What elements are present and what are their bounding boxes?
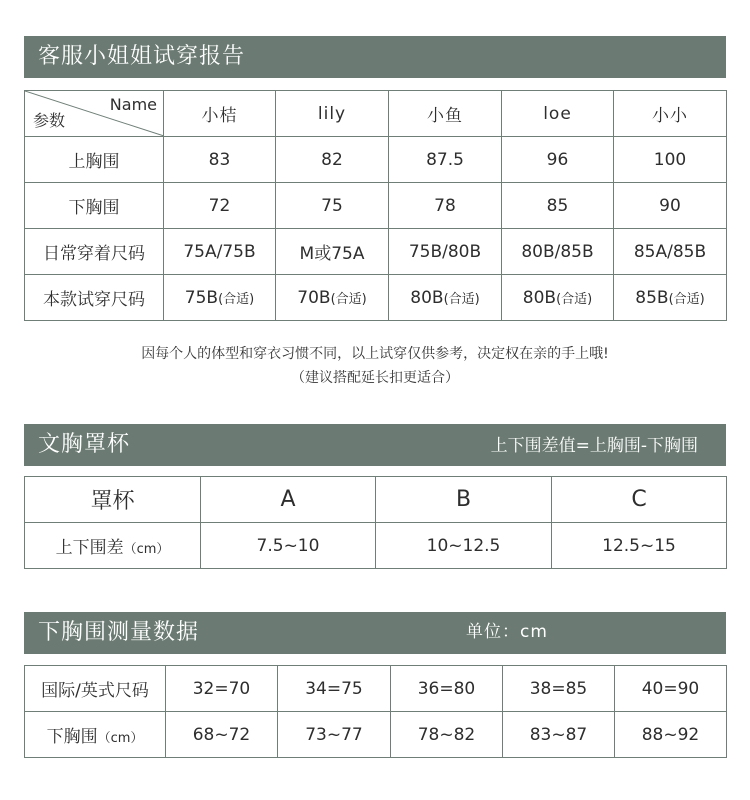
size-row	[25, 666, 727, 712]
size-cell: 40=90	[615, 666, 727, 712]
range-cell: 78~82	[391, 712, 503, 758]
range-cell: 68~72	[166, 712, 278, 758]
table-cell	[276, 275, 389, 321]
underbust-table	[24, 665, 727, 758]
cup-diff-row	[25, 523, 727, 569]
cup-cell: A	[201, 477, 376, 523]
underbust-header-bar	[24, 612, 726, 654]
report-title: 客服小姐姐试穿报告	[38, 44, 246, 69]
cup-title: 文胸罩杯	[38, 432, 131, 457]
range-cell: 88~92	[615, 712, 727, 758]
name-cell: lily	[276, 91, 389, 137]
trial-size: 85B	[635, 287, 669, 308]
table-header-row	[25, 91, 727, 137]
cup-table	[24, 476, 727, 569]
diff-cell: 12.5~15	[552, 523, 727, 569]
fit-note: (合适)	[668, 291, 705, 307]
table-cell: M或75A	[276, 229, 389, 275]
table-cell	[614, 275, 727, 321]
fit-note: (合适)	[556, 291, 593, 307]
trial-size: 75B	[184, 287, 219, 308]
fit-note: (合适)	[443, 291, 480, 307]
table-cell: 80B/85B	[502, 229, 614, 275]
name-cell: 小鱼	[389, 91, 502, 137]
size-cell: 32=70	[166, 666, 278, 712]
cup-header-bar	[24, 424, 726, 466]
range-label	[25, 712, 166, 758]
range-cell: 73~77	[278, 712, 391, 758]
corner-name-label: Name	[109, 95, 157, 114]
size-cell: 34=75	[278, 666, 391, 712]
disclaimer-notes	[0, 342, 750, 390]
table-cell	[164, 275, 276, 321]
table-cell: 78	[389, 183, 502, 229]
report-header-bar	[24, 36, 726, 78]
row-label: 上胸围	[25, 137, 164, 183]
unit-label: 单位：cm	[466, 622, 548, 642]
row-label: 日常穿着尺码	[25, 229, 164, 275]
range-row	[25, 712, 727, 758]
diff-cell: 7.5~10	[201, 523, 376, 569]
table-cell: 72	[164, 183, 276, 229]
table-cell: 75B/80B	[389, 229, 502, 275]
row-label: 本款试穿尺码	[25, 275, 164, 321]
range-cell: 83~87	[503, 712, 615, 758]
name-cell: loe	[502, 91, 614, 137]
suggestion-line: （建议搭配延长扣更适合）	[291, 370, 459, 386]
disclaimer-line: 因每个人的体型和穿衣习惯不同，以上试穿仅供参考，决定权在亲的手上哦!	[141, 346, 609, 362]
row-label: 下胸围	[25, 183, 164, 229]
table-cell: 75A/75B	[164, 229, 276, 275]
table-cell: 82	[276, 137, 389, 183]
table-cell: 90	[614, 183, 727, 229]
trial-size: 80B	[410, 287, 444, 308]
cup-header-label: 罩杯	[25, 477, 201, 523]
diff-cell: 10~12.5	[376, 523, 552, 569]
corner-cell	[25, 91, 164, 137]
table-row	[25, 137, 727, 183]
diff-unit: （cm）	[123, 542, 170, 557]
table-cell: 85	[502, 183, 614, 229]
fit-note: (合适)	[330, 291, 367, 307]
cup-formula: 上下围差值=上胸围-下胸围	[490, 436, 698, 456]
trial-size: 80B	[522, 287, 557, 308]
cup-cell: C	[552, 477, 727, 523]
table-cell	[502, 275, 614, 321]
name-cell: 小小	[614, 91, 727, 137]
range-unit: （cm）	[97, 731, 144, 746]
table-row	[25, 183, 727, 229]
table-cell: 100	[614, 137, 727, 183]
range-label-text: 下胸围	[46, 727, 98, 747]
table-cell	[389, 275, 502, 321]
table-cell: 75	[276, 183, 389, 229]
table-cell: 87.5	[389, 137, 502, 183]
size-cell: 36=80	[391, 666, 503, 712]
table-cell: 83	[164, 137, 276, 183]
table-row	[25, 229, 727, 275]
trial-size: 70B	[297, 287, 331, 308]
cup-cell: B	[376, 477, 552, 523]
trial-report-table	[24, 90, 727, 321]
size-label: 国际/英式尺码	[25, 666, 166, 712]
name-cell: 小桔	[164, 91, 276, 137]
table-row	[25, 275, 727, 321]
underbust-title: 下胸围测量数据	[38, 620, 200, 645]
table-cell: 96	[502, 137, 614, 183]
cup-header-row	[25, 477, 727, 523]
diff-label-text: 上下围差	[55, 538, 124, 558]
corner-param-label: 参数	[33, 111, 66, 130]
size-cell: 38=85	[503, 666, 615, 712]
diff-label	[25, 523, 201, 569]
fit-note: (合适)	[218, 291, 255, 307]
table-cell: 85A/85B	[614, 229, 727, 275]
